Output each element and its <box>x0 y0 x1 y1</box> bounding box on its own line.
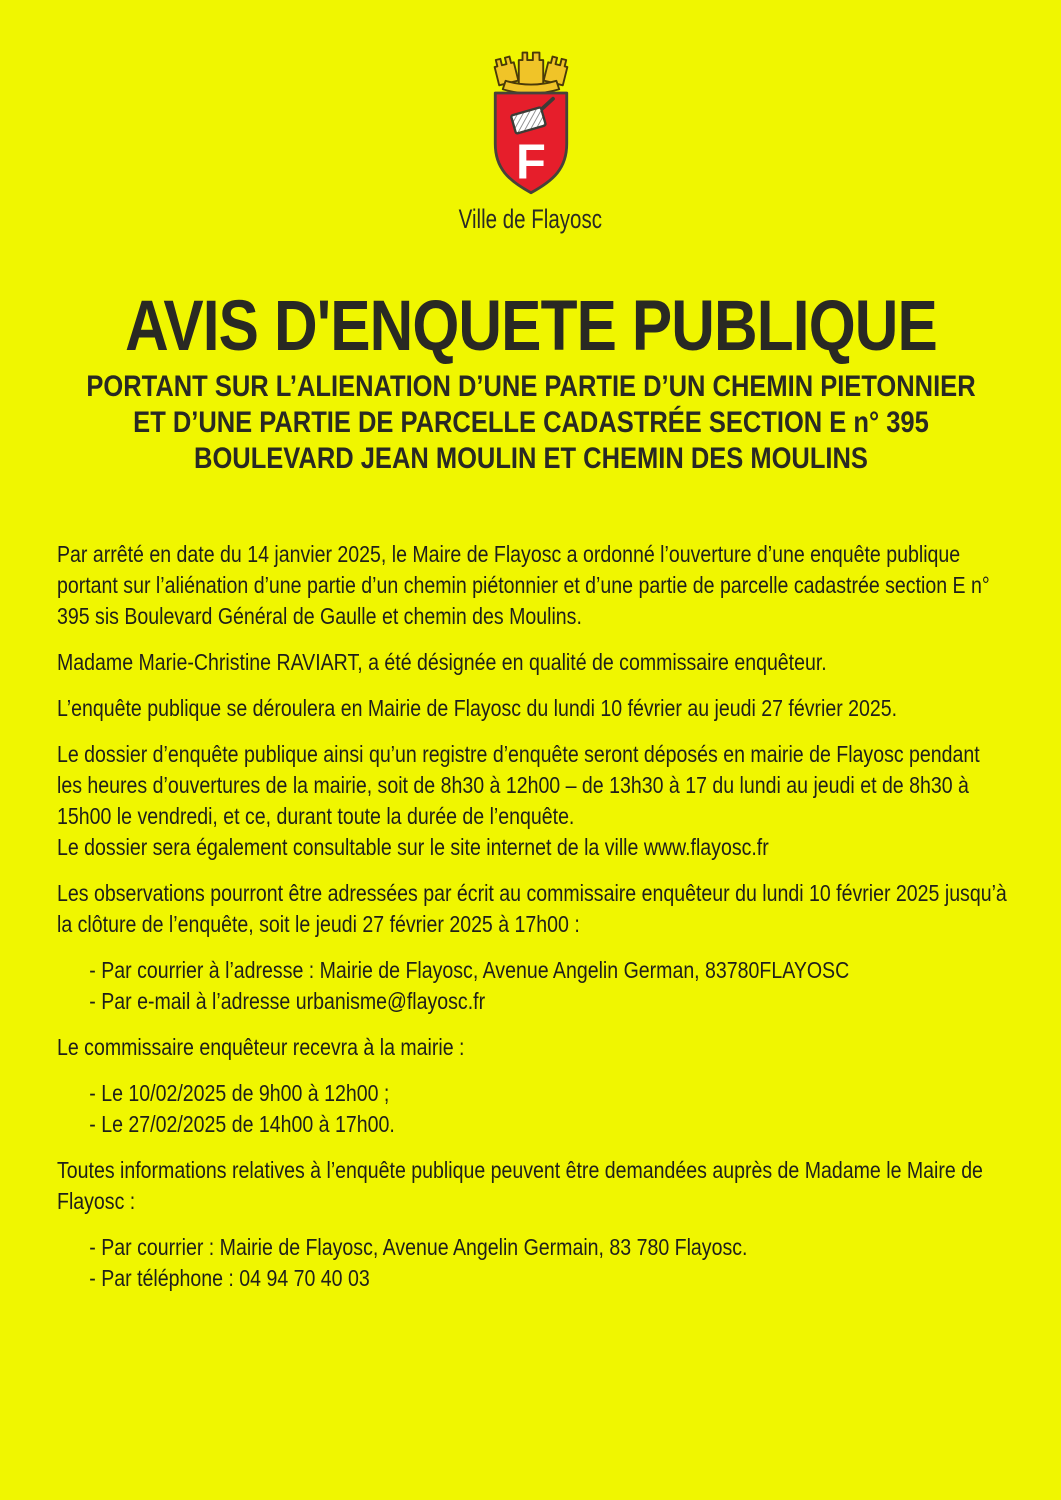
bullet-list <box>57 1232 1007 1294</box>
page-title: AVIS D'ENQUETE PUBLIQUE <box>125 287 937 366</box>
bullet-item: - Par téléphone : 04 94 70 40 03 <box>89 1265 370 1291</box>
bullet-item: - Le 27/02/2025 de 14h00 à 17h00. <box>89 1111 395 1137</box>
shield-letter-f: F <box>515 135 546 190</box>
crest-graphic <box>465 46 597 204</box>
notice-body <box>0 539 1061 1294</box>
mural-crown-icon <box>493 53 569 94</box>
paragraph <box>57 693 1007 724</box>
paragraph <box>57 539 1007 632</box>
paragraph <box>57 1032 1007 1063</box>
paragraph-line: Le commissaire enquêteur recevra à la mairie : <box>57 1034 465 1060</box>
subtitle-block <box>1 369 1061 477</box>
municipal-crest <box>0 0 1061 235</box>
paragraph-line: Le dossier sera également consultable sur le site internet de la ville www.flayosc.fr <box>57 834 769 860</box>
bullet-item: - Par courrier : Mairie de Flayosc, Avenue Angelin Germain, 83 780 Flayosc. <box>89 1234 748 1260</box>
bullet-item: - Par courrier à l’adresse : Mairie de Flayosc, Avenue Angelin German, 83780FLAYOSC <box>89 957 850 983</box>
paragraph-line: Le dossier d’enquête publique ainsi qu’un registre d’enquête seront déposés en mairie de Flayosc pendant les heures d’ouvertures de la mairie, soit de 8h30 à 12h00 – de 13h30 à 17 du lundi au jeudi et de 8h30 à 15h00 le vendredi, et ce, durant toute la durée de l’enquête. <box>57 741 980 829</box>
paragraph-line: Madame Marie-Christine RAVIART, a été désignée en qualité de commissaire enquêteur. <box>57 649 827 675</box>
paragraph-line: Toutes informations relatives à l’enquête publique peuvent être demandées auprès de Madame le Maire de Flayosc : <box>57 1157 983 1214</box>
org-name: Ville de Flayosc <box>458 204 603 234</box>
paragraph-line: Les observations pourront être adressées par écrit au commissaire enquêteur du lundi 10 février 2025 jusqu’à la clôture de l’enquête, soit le jeudi 27 février 2025 à 17h00 : <box>57 880 1007 937</box>
body-blocks <box>57 539 1007 1294</box>
subtitle-line: PORTANT SUR L’ALIENATION D’UNE PARTIE D’UN CHEMIN PIETONNIER <box>86 370 976 403</box>
bullet-item: - Par e-mail à l’adresse urbanisme@flayosc.fr <box>89 988 486 1014</box>
bullet-list <box>57 1078 1007 1140</box>
bullet-list <box>57 955 1007 1017</box>
subtitle-line: ET D’UNE PARTIE DE PARCELLE CADASTRÉE SECTION E n° 395 <box>133 406 929 439</box>
subtitle-line: BOULEVARD JEAN MOULIN ET CHEMIN DES MOULINS <box>194 442 868 475</box>
paragraph <box>57 878 1007 940</box>
notice-heading <box>1 287 1061 477</box>
paragraph <box>57 1155 1007 1217</box>
paragraph <box>57 647 1007 678</box>
paragraph-line: Par arrêté en date du 14 janvier 2025, le Maire de Flayosc a ordonné l’ouverture d’une enquête publique portant sur l’aliénation d’une partie d’un chemin piétonnier et d’une partie de parcelle cadastrée section E n° 395 sis Boulevard Général de Gaulle et chemin des Moulins. <box>57 541 990 629</box>
paragraph-line: L’enquête publique se déroulera en Mairie de Flayosc du lundi 10 février au jeudi 27 février 2025. <box>57 695 898 721</box>
bullet-item: - Le 10/02/2025 de 9h00 à 12h00 ; <box>89 1080 390 1106</box>
paragraph <box>57 739 1007 863</box>
